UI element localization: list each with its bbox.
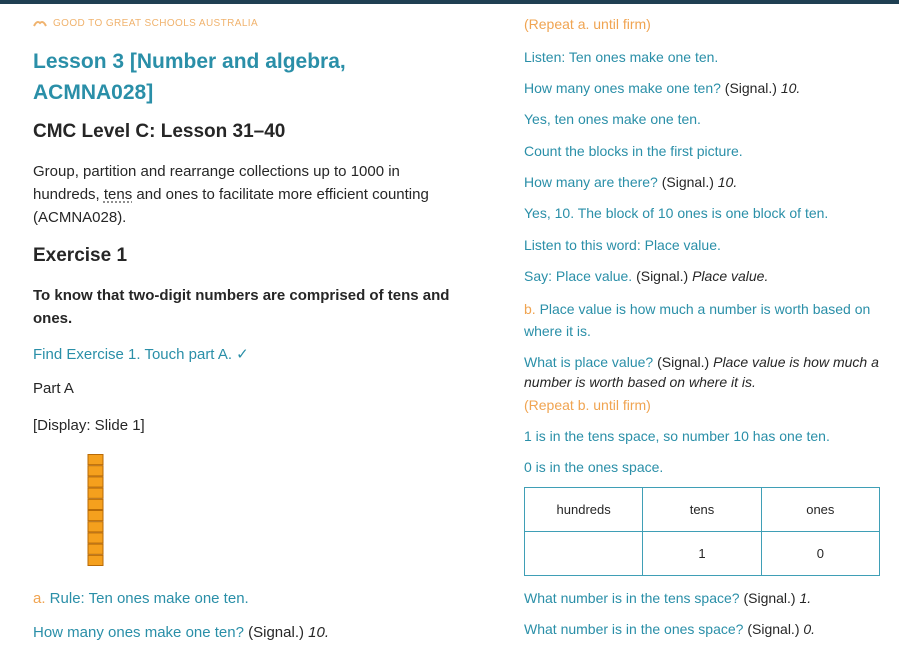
repeat-b-note: (Repeat b. until firm) xyxy=(524,397,651,413)
question-tens-space xyxy=(524,590,811,606)
answer-text: Place value is how much a number is worth based on where it is. xyxy=(524,354,879,390)
exercise-heading: Exercise 1 xyxy=(33,245,128,266)
table-header-row xyxy=(525,488,880,532)
brand-text: GOOD TO GREAT SCHOOLS AUSTRALIA xyxy=(53,18,259,29)
cell-tens: 1 xyxy=(643,532,761,576)
lesson-title: Lesson 3 [Number and algebra, ACMNA028] xyxy=(33,50,346,104)
tens-space-statement: 1 is in the tens space, so number 10 has one ten. xyxy=(524,428,830,444)
question-text: What number is in the tens space? xyxy=(524,590,744,606)
count-blocks-instruction: Count the blocks in the first picture. xyxy=(524,143,743,159)
b-letter: b. xyxy=(524,301,536,317)
question-text: How many ones make one ten? xyxy=(524,80,725,96)
answer-text: 1. xyxy=(799,590,812,606)
desc-part-2: and ones to facilitate more efficient counting (ACMNA028). xyxy=(33,186,429,226)
question-text: What number is in the ones space? xyxy=(524,621,748,637)
hands-logo-icon xyxy=(33,19,47,28)
confirm-ten-ones: Yes, ten ones make one ten. xyxy=(524,111,701,127)
signal-text: (Signal.) xyxy=(747,621,804,637)
desc-part-1: Group, partition and rearrange collections up to 1000 in hundreds, xyxy=(33,163,400,203)
unit-cube xyxy=(88,544,103,554)
confirm-block-of-ten: Yes, 10. The block of 10 ones is one block of ten. xyxy=(524,205,829,221)
header-hundreds: hundreds xyxy=(525,488,643,532)
lesson-description xyxy=(33,160,453,229)
answer-text: 10. xyxy=(780,80,801,96)
ones-space-statement: 0 is in the ones space. xyxy=(524,459,664,475)
question-ones-space xyxy=(524,621,815,637)
unit-cube xyxy=(88,499,103,509)
question-text: What is place value? xyxy=(524,354,658,370)
top-rule xyxy=(0,0,899,4)
question-how-many xyxy=(524,174,737,190)
brand-header xyxy=(33,18,258,29)
table-row xyxy=(525,532,880,576)
unit-cube xyxy=(88,555,103,565)
signal-text: (Signal.) xyxy=(657,354,714,370)
answer-text: 10. xyxy=(308,624,330,641)
signal-text: (Signal.) xyxy=(661,174,718,190)
signal-text: (Signal.) xyxy=(743,590,800,606)
cmc-heading: CMC Level C: Lesson 31–40 xyxy=(33,121,286,142)
cell-hundreds xyxy=(525,532,643,576)
unit-cube xyxy=(88,533,103,543)
unit-cube xyxy=(88,466,103,476)
repeat-a-note: (Repeat a. until firm) xyxy=(524,16,651,32)
answer-text: Place value. xyxy=(692,268,769,284)
question-ones-in-ten xyxy=(33,624,329,641)
desc-tens-word: tens xyxy=(103,186,133,203)
place-value-table xyxy=(524,487,880,576)
part-label: Part A xyxy=(33,380,74,397)
listen-statement: Listen: Ten ones make one ten. xyxy=(524,49,719,65)
header-ones: ones xyxy=(761,488,879,532)
cell-ones: 0 xyxy=(761,532,879,576)
header-tens: tens xyxy=(643,488,761,532)
unit-cube xyxy=(88,477,103,487)
display-slide-note: [Display: Slide 1] xyxy=(33,417,145,434)
unit-cube xyxy=(88,455,103,465)
unit-cube xyxy=(88,488,103,498)
signal-text: (Signal.) xyxy=(636,268,693,284)
answer-text: 0. xyxy=(803,621,816,637)
listen-place-value: Listen to this word: Place value. xyxy=(524,237,721,253)
question-text: How many are there? xyxy=(524,174,662,190)
exercise-goal: To know that two-digit numbers are comprised of tens and ones. xyxy=(33,287,450,327)
signal-text: (Signal.) xyxy=(724,80,781,96)
question-what-is-place-value xyxy=(524,352,879,392)
find-exercise-instruction: Find Exercise 1. Touch part A. ✓ xyxy=(33,346,249,363)
answer-text: 10. xyxy=(717,174,738,190)
definition-b xyxy=(524,298,879,342)
b-text: Place value is how much a number is worth based on where it is. xyxy=(524,301,871,339)
rule-a-text: Rule: Ten ones make one ten. xyxy=(45,590,249,607)
question-text: How many ones make one ten? xyxy=(33,624,249,641)
say-text: Say: Place value. xyxy=(524,268,637,284)
rule-a xyxy=(33,590,249,607)
ten-rod-cells xyxy=(88,455,103,566)
signal-text: (Signal.) xyxy=(248,624,309,641)
question-ones-make-ten xyxy=(524,80,800,96)
ten-rod-blocks xyxy=(87,454,104,566)
rule-a-letter: a. xyxy=(33,590,46,607)
unit-cube xyxy=(88,511,103,521)
unit-cube xyxy=(88,522,103,532)
say-place-value xyxy=(524,268,768,284)
